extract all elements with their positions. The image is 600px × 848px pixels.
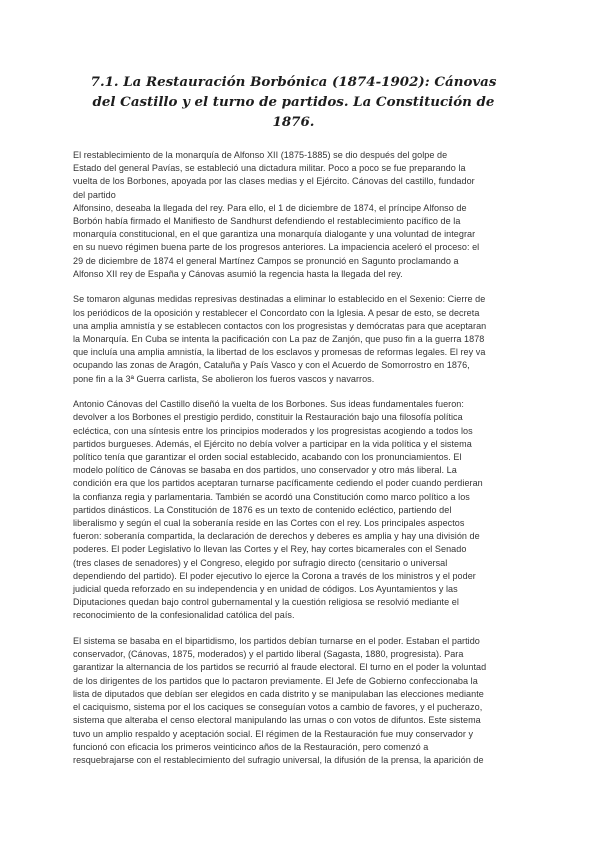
text-line: del partido [73, 189, 116, 200]
text-line: los periódicos de la oposición y restablecer el Concordato con la Iglesia. A pesar de esto, se decreta [73, 307, 480, 318]
text-line: 29 de diciembre de 1874 el general Martínez Campos se pronunció en Sagunto proclamando a [73, 255, 459, 266]
text-line: la Monarquía. En Cuba se intenta la pacificación con La paz de Zanjón, que puso fin a la guerra 1878 [73, 334, 485, 345]
text-line: tuvo un amplio respaldo y aceptación social. El régimen de la Restauración fue muy conservador y [73, 728, 474, 739]
text-line: condición era que los partidos aceptaran turnarse pacíficamente cediendo el poder cuando perdieran [73, 478, 483, 489]
text-line: en su nuevo régimen buena parte de los progresos anteriores. La impaciencia aceleró el proceso: el [73, 242, 480, 253]
text-line: Se tomaron algunas medidas represivas destinadas a eliminar lo establecido en el Sexenio: Cierre de [73, 294, 486, 305]
text-line: lista de diputados que debían ser elegidos en cada distrito y se manipulaban las elecciones mediante [73, 688, 484, 699]
text-line: garantizar la alternancia de los partidos se recurrió al fraude electoral. El turno en el poder la voluntad [73, 662, 487, 673]
text-line: monarquía constitucional, en el que garantiza una monarquía dialogante y una voluntad de integrar [73, 229, 476, 240]
text-line: la confianza regia y parlamentaria. También se acordó una Constitución como marco político a los [73, 491, 470, 502]
text-line: El restablecimiento de la monarquía de Alfonso XII (1875-1885) se dio después del golpe de [73, 150, 448, 160]
text-line: sistema que alteraba el censo electoral manipulando las urnas o con votos de difuntos. Este sistema [73, 715, 481, 726]
text-line: Alfonso XII rey de España y Cánovas asumió la regencia hasta la llegada del rey. [73, 268, 403, 279]
text-line: Diputaciones quedan bajo control gubernamental y la cuestión religiosa se resolvió mediante el [73, 597, 459, 608]
paragraph [73, 149, 514, 281]
text-line: pone fin a la 3ª Guerra carlista, Se abolieron los fueros vascos y navarros. [73, 373, 375, 384]
paragraph [73, 398, 514, 622]
text-line: político tenía que garantizar el orden social establecido, acabando con los pronunciamientos. El [73, 452, 462, 463]
paragraph [73, 635, 514, 767]
text-line: partidos dinásticos. La Constitución de 1876 es un texto de contenido ecléctico, partiendo del [73, 504, 452, 515]
text-line: vuelta de los Borbones, apoyada por las clases medias y el Ejército. Cánovas del castillo, fundador [73, 176, 475, 187]
text-line: resquebrajarse con el restablecimiento del sufragio universal, la difusión de la prensa, la aparición de [73, 754, 484, 765]
text-line: Borbón había firmado el Manifiesto de Sandhurst defendiendo el restablecimiento pacífico de la [73, 216, 461, 227]
text-line: el caciquismo, sistema por el los caciques se conseguían votos a cambio de favores, y el pucherazo, [73, 702, 483, 713]
document-title: 7.1. La Restauración Borbónica (1874-1902): Cánovas del Castillo y el turno de partidos. La Constitución de 1876. [90, 74, 497, 130]
text-line: fueron: soberanía compartida, la declaración de derechos y deberes es amplia y hay una división de [73, 531, 480, 542]
text-line: reconocimiento de la confesionalidad católica del país. [73, 610, 295, 621]
text-line: una amplia amnistía y se establecen contactos con los progresistas y demócratas para que aceptaran [73, 320, 487, 331]
text-line: ecléctica, con una síntesis entre los principios moderados y los progresistas acogiendo a todos los [73, 425, 473, 436]
text-line: ocupando las zonas de Aragón, Cataluña y País Vasco y con el Acuerdo de Somorrostro en 1876, [73, 360, 470, 371]
document-body [73, 149, 514, 767]
text-line: El sistema se basaba en el bipartidismo, los partidos debían turnarse en el poder. Estaban el partido [73, 636, 480, 647]
text-line: Alfonsino, deseaba la llegada del rey. Para ello, el 1 de diciembre de 1874, el príncipe Alfonso de [73, 202, 467, 213]
text-line: partidos burgueses. Además, el Ejército no debía volver a participar en la vida política y el sistema [73, 438, 472, 449]
text-line: Antonio Cánovas del Castillo diseñó la vuelta de los Borbones. Sus ideas fundamentales fueron: [73, 399, 464, 410]
paragraph [73, 293, 514, 385]
text-line: conservador, (Cánovas, 1875, moderados) y el partido liberal (Sagasta, 1880, progresista). Para [73, 649, 464, 660]
text-line: dependiendo del partido). El poder ejecutivo lo ejerce la Corona a través de los ministros y el poder [73, 570, 476, 581]
text-line: de los dirigentes de los partidos que lo pactaron previamente. El Jefe de Gobierno confeccionaba la [73, 675, 478, 686]
text-line: devolver a los Borbones el prestigio perdido, constituir la Restauración bajo una filosofía política [73, 412, 463, 423]
text-line: que incluía una amplia amnistía, la libertad de los esclavos y promesas de reformas legales. El rey va [73, 347, 486, 358]
text-line: judicial queda reforzado en su independencia y en unidad de códigos. Los Ayuntamientos y las [73, 584, 458, 595]
text-line: (tres clases de senadores) y el Congreso, elegido por sufragio directo (censitario o universal [73, 557, 448, 568]
text-line: modelo político de Cánovas se basaba en dos partidos, uno conservador y otro más liberal. La [73, 465, 457, 476]
text-line: Estado del general Pavías, se estableció una dictadura militar. Poco a poco se fue preparando la [73, 163, 466, 174]
text-line: funcionó con eficacia los primeros veinticinco años de la Restauración, pero comenzó a [73, 741, 429, 752]
text-line: liberalismo y según el cual la soberanía reside en las Cortes con el rey. Los principales aspectos [73, 518, 465, 529]
text-line: poderes. El poder Legislativo lo llevan las Cortes y el Rey, hay cortes bicamerales con el Senado [73, 544, 467, 555]
